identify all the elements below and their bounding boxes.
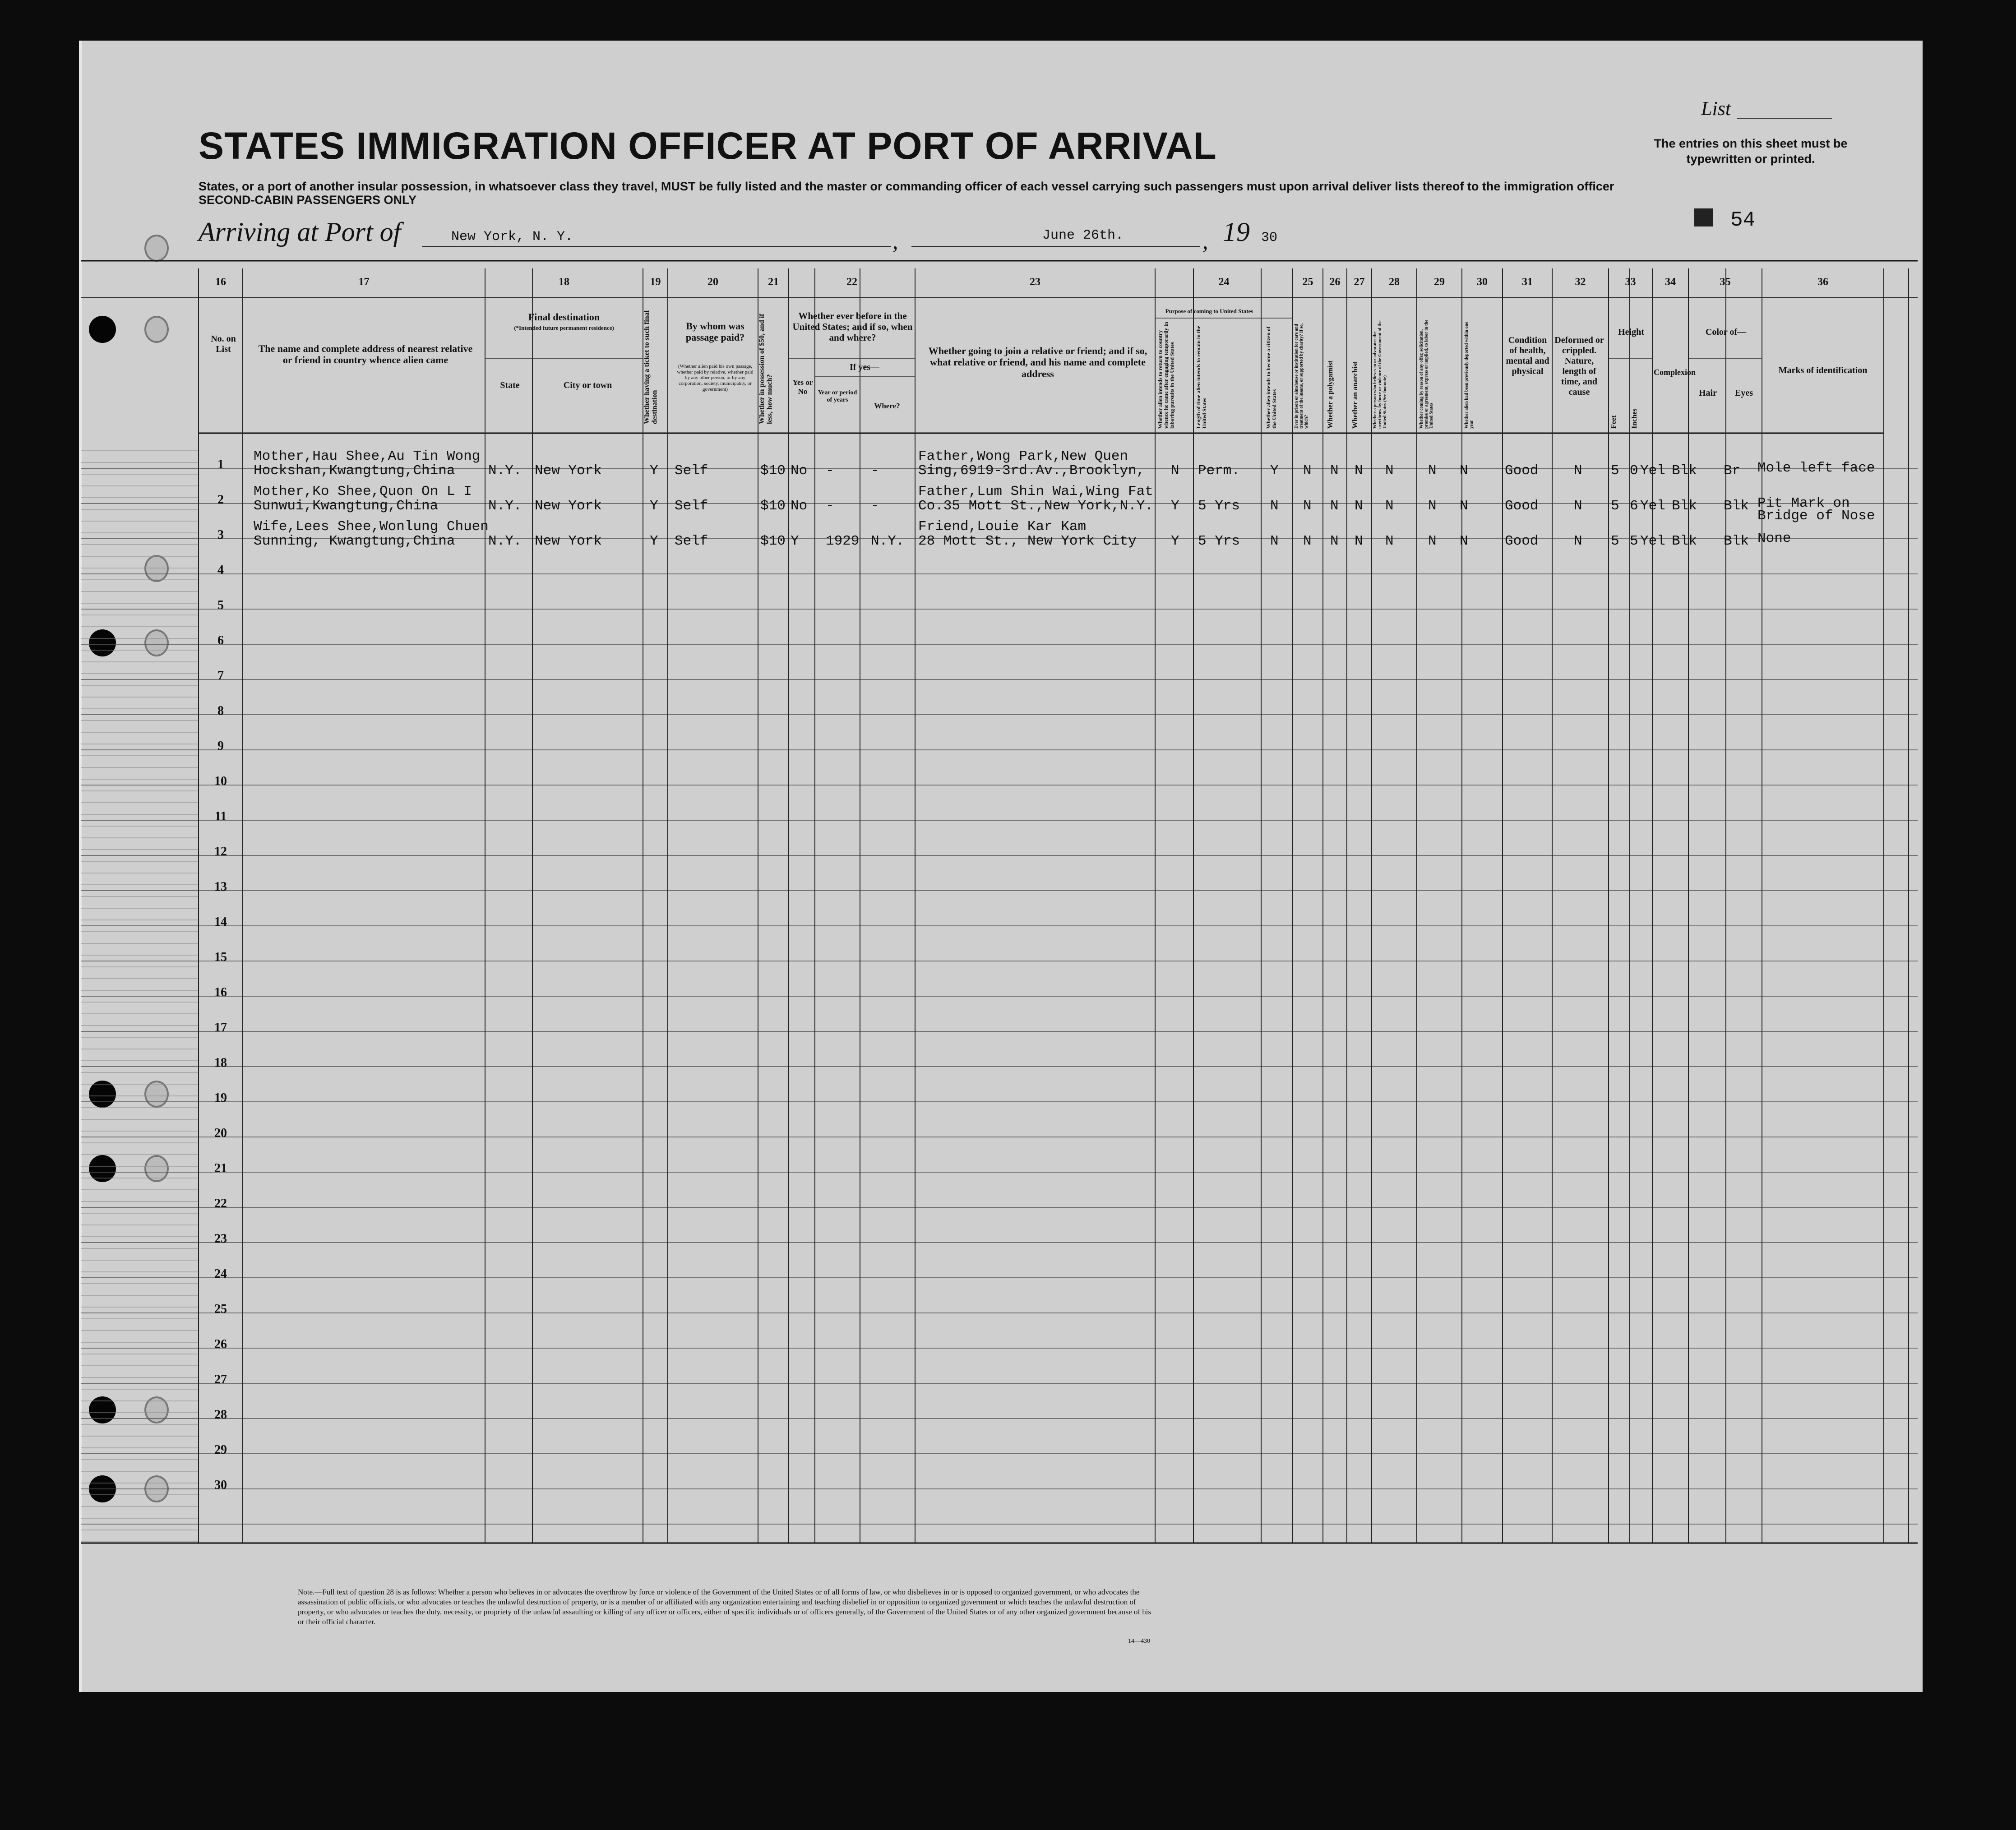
row-number: 30 — [214, 1478, 227, 1492]
row-number: 3 — [217, 528, 224, 542]
header-eyes: Eyes — [1735, 388, 1753, 398]
cell-complexion: Yel — [1640, 498, 1665, 514]
cell-marks-1: None — [1757, 531, 1791, 546]
cell-health: Good — [1505, 463, 1539, 479]
row-number: 11 — [214, 809, 227, 823]
cell-eyes: Blk — [1724, 533, 1749, 549]
row-number: 15 — [214, 950, 227, 964]
cell-join-1: Father,Lum Shin Wai,Wing Fat — [918, 484, 1153, 499]
cell-q29: N — [1428, 498, 1437, 514]
header-q28: Whether a person who believes in or advocates the overthrow by force or violence of the Government of the United States (See footnote) — [1373, 320, 1387, 429]
cell-join-2: Co.35 Mott St.,New York,N.Y. — [918, 498, 1153, 514]
cell-paid: Self — [675, 463, 708, 479]
cell-ticket: Y — [650, 533, 658, 549]
cell-join-1: Father,Wong Park,New Quen — [918, 448, 1128, 464]
cell-q28: N — [1385, 463, 1394, 479]
comma: , — [892, 228, 898, 254]
row-number: 25 — [214, 1302, 227, 1316]
stamp-mark — [1694, 208, 1713, 226]
comma: , — [1202, 228, 1208, 254]
column-number: 26 — [1329, 276, 1341, 288]
list-number-line — [1737, 118, 1832, 119]
header-no-on-list: No. on List — [211, 334, 236, 354]
cell-marks-2: Bridge of Nose — [1757, 508, 1875, 524]
header-joining: Whether going to join a relative or friend; and if so, what relative or friend, and his name and complete address — [928, 345, 1147, 379]
column-number: 23 — [1030, 276, 1040, 288]
column-number: 30 — [1477, 276, 1488, 288]
header-prison: Ever in prison or almshouse or institution for care and treatment of the insane, or supported by charity? If so, which? — [1294, 323, 1309, 429]
cell-q28: N — [1385, 498, 1394, 514]
cell-relative-1: Mother,Ko Shee,Quon On L I — [254, 484, 472, 499]
cell-ticket: Y — [650, 498, 658, 514]
cell-eyes: Blk — [1724, 498, 1749, 514]
cell-where: - — [871, 498, 879, 514]
cell-purpose-c: N — [1270, 533, 1279, 549]
cell-q26: N — [1330, 463, 1339, 479]
cell-state: N.Y. — [488, 498, 522, 514]
cell-health: Good — [1505, 533, 1539, 549]
cell-city: New York — [535, 498, 602, 514]
row-number: 19 — [214, 1091, 227, 1105]
cell-feet: 5 — [1611, 533, 1619, 549]
row-number: 14 — [214, 915, 227, 929]
cell-hair: Blk — [1672, 498, 1697, 514]
cell-q27: N — [1355, 498, 1363, 514]
cell-money: $10 — [760, 463, 786, 479]
cell-relative-1: Wife,Lees Shee,Wonlung Chuen — [254, 519, 489, 535]
cell-q27: N — [1355, 463, 1363, 479]
cell-purpose-a: N — [1171, 463, 1179, 479]
cabin-class: SECOND-CABIN PASSENGERS ONLY — [199, 193, 417, 207]
row-number: 26 — [214, 1337, 227, 1351]
header-marks: Marks of identification — [1778, 365, 1868, 375]
column-number: 35 — [1720, 276, 1731, 288]
cell-eyes: Br — [1724, 463, 1741, 479]
column-number: 22 — [846, 276, 857, 288]
cell-q25: N — [1303, 463, 1312, 479]
cell-paid: Self — [675, 533, 708, 549]
cell-q26: N — [1330, 533, 1339, 549]
cell-year: 1929 — [826, 533, 860, 549]
row-number: 27 — [214, 1372, 227, 1386]
column-number: 20 — [707, 276, 718, 288]
row-number: 16 — [214, 985, 227, 999]
cell-money: $10 — [760, 533, 786, 549]
header-deformed: Deformed or crippled. Nature, length of time, and cause — [1554, 335, 1604, 397]
header-inches: Inches — [1631, 408, 1638, 429]
cell-before: No — [791, 463, 808, 479]
cell-hair: Blk — [1672, 533, 1697, 549]
cell-state: N.Y. — [488, 463, 522, 479]
header-final-destination-note: (*Intended future permanent residence) — [514, 324, 614, 331]
cell-marks-1: Mole left face — [1757, 460, 1875, 476]
header-hair: Hair — [1699, 388, 1717, 398]
date-line — [911, 246, 1200, 247]
column-number: 24 — [1218, 276, 1230, 288]
column-number: 33 — [1625, 276, 1636, 288]
row-number: 9 — [217, 739, 224, 753]
column-number: 27 — [1354, 276, 1365, 288]
column-number: 32 — [1575, 276, 1586, 288]
year-prefix: 19 — [1223, 217, 1250, 247]
cell-deformed: N — [1574, 533, 1582, 549]
header-q29: Whether coming by reason of any offer, solicitation, promise or agreement, express or implied, to labor in the United States — [1419, 319, 1434, 429]
header-purpose-b: Length of time alien intends to remain in the United States — [1195, 326, 1208, 429]
row-number: 2 — [217, 493, 224, 507]
row-number: 6 — [217, 633, 224, 647]
footnote: Note.—Full text of question 28 is as follows: Whether a person who believes in or advocates the overthrow by force or violence of the Government of the United States or of all forms of law, or who disbelieves in or is opposed to organized government, or who advocates the assassination of public officials, or who advocates or teaches the unlawful destruction of property, or is a member of or affiliated with any organization entertaining and teaching disbelief in or opposition to organized government or which teaches the unlawful destruction of property, or who advocates or teaches the duty, necessity, or propriety of the unlawful assaulting or killing of any officer or officers, either of specific individuals or of officers generally, of the Government of the United States or of any other organized government because of his or their official character. — [298, 1588, 1151, 1626]
cell-join-1: Friend,Louie Kar Kam — [918, 519, 1087, 535]
cell-ticket: Y — [650, 463, 658, 479]
form-number: 14—430 — [1128, 1638, 1150, 1645]
list-number: 54 — [1730, 208, 1756, 232]
header-polygamist: Whether a polygamist — [1327, 360, 1334, 429]
cell-purpose-c: N — [1270, 498, 1279, 514]
header-state: State — [500, 380, 520, 390]
header-health: Condition of health, mental and physical — [1506, 335, 1549, 376]
header-feet: Feet — [1610, 415, 1618, 429]
header-purpose-c: Whether alien intends to become a citizen of the United States — [1265, 326, 1278, 429]
column-number: 19 — [650, 276, 661, 288]
cell-purpose-a: Y — [1171, 533, 1179, 549]
column-number: 17 — [358, 276, 370, 288]
cell-purpose-b: Perm. — [1198, 463, 1240, 479]
cell-join-2: 28 Mott St., New York City — [918, 533, 1137, 549]
instructions: The entries on this sheet must be typewritten or printed. — [1654, 137, 1848, 166]
header-passage-paid: By whom was passage paid? — [685, 320, 745, 343]
cell-complexion: Yel — [1640, 533, 1665, 549]
header-color-of: Color of— — [1705, 327, 1747, 337]
arriving-label: Arriving at Port of — [199, 217, 401, 247]
page-subtitle: States, or a port of another insular possession, in whatsoever class they travel, MUST be fully listed and the master or commanding officer of each vessel carrying such passengers must upon arrival deliver lists thereof to the immigration officer — [199, 180, 1614, 193]
row-number: 21 — [214, 1161, 227, 1175]
header-anarchist: Whether an anarchist — [1351, 361, 1359, 429]
column-number: 29 — [1434, 276, 1445, 288]
cell-paid: Self — [675, 498, 708, 514]
date-value: June 26th. — [1042, 228, 1124, 243]
column-number: 16 — [215, 276, 226, 288]
cell-inches: 6 — [1630, 498, 1638, 514]
row-number: 22 — [214, 1197, 227, 1211]
header-ticket: Whether having a ticket to such final destination — [643, 310, 659, 424]
header-city: City or town — [563, 380, 612, 390]
header-ever-before: Whether ever before in the United States; and if so, when and where? — [792, 310, 913, 343]
cell-marks-1: Pit Mark on — [1757, 495, 1850, 511]
row-number: 29 — [214, 1443, 227, 1457]
cell-q30: N — [1460, 498, 1468, 514]
cell-q27: N — [1355, 533, 1363, 549]
cell-deformed: N — [1574, 498, 1582, 514]
header-yes-no: Yes or No — [792, 378, 813, 396]
row-number: 24 — [214, 1267, 227, 1281]
cell-join-2: Sing,6919-3rd.Av.,Brooklyn, — [918, 463, 1145, 479]
cell-hair: Blk — [1672, 463, 1697, 479]
column-number: 36 — [1817, 276, 1828, 288]
cell-q25: N — [1303, 533, 1312, 549]
row-number: 18 — [214, 1056, 227, 1070]
header-q30: Whether alien had been previously deported within one year — [1464, 322, 1474, 429]
cell-inches: 5 — [1630, 533, 1638, 549]
page-title: STATES IMMIGRATION OFFICER AT PORT OF ARRIVAL — [199, 125, 1217, 167]
row-number: 7 — [217, 669, 224, 683]
header-passage-paid-note: (Whether alien paid his own passage, whether paid by relative, whether paid by any other person, or by any corporation, society, municipality, or government) — [677, 364, 754, 392]
row-number: 23 — [214, 1232, 227, 1246]
row-number: 17 — [214, 1021, 227, 1035]
header-year-period: Year or period of years — [818, 389, 857, 404]
header-purpose-a: Whether alien intends to return to country whence he came after engaging temporarily in laboring pursuits in the United States — [1157, 322, 1175, 429]
cell-purpose-b: 5 Yrs — [1198, 498, 1240, 514]
port-value: New York, N. Y. — [451, 229, 573, 245]
cell-q25: N — [1303, 498, 1312, 514]
row-number: 20 — [214, 1126, 227, 1140]
header-nearest-relative: The name and complete address of nearest relative or friend in country whence alien came — [258, 343, 473, 366]
column-number: 18 — [559, 276, 569, 288]
header-possession: Whether in possession of $50, and if less, how much? — [758, 314, 774, 424]
cell-where: - — [871, 463, 879, 479]
cell-money: $10 — [760, 498, 786, 514]
row-number: 1 — [217, 458, 224, 471]
cell-city: New York — [535, 533, 602, 549]
cell-year: - — [826, 498, 834, 514]
row-number: 4 — [217, 563, 224, 577]
cell-inches: 0 — [1630, 463, 1638, 479]
row-number: 12 — [214, 845, 227, 859]
year-suffix: 30 — [1261, 230, 1278, 245]
cell-city: New York — [535, 463, 602, 479]
header-final-destination: Final destination — [528, 311, 600, 323]
cell-q26: N — [1330, 498, 1339, 514]
cell-relative-2: Sunning, Kwangtung,China — [254, 533, 455, 549]
cell-state: N.Y. — [488, 533, 522, 549]
header-purpose: Purpose of coming to United States — [1165, 308, 1253, 314]
cell-q29: N — [1428, 533, 1437, 549]
cell-purpose-b: 5 Yrs — [1198, 533, 1240, 549]
cell-q28: N — [1385, 533, 1394, 549]
cell-feet: 5 — [1611, 498, 1619, 514]
header-height: Height — [1618, 327, 1644, 337]
row-number: 8 — [217, 704, 224, 718]
column-number: 34 — [1665, 276, 1676, 288]
column-number: 21 — [768, 276, 779, 288]
column-number: 25 — [1302, 276, 1313, 288]
cell-q29: N — [1428, 463, 1437, 479]
row-number: 13 — [214, 880, 227, 894]
header-complexion: Complexion — [1654, 368, 1696, 377]
cell-q30: N — [1460, 533, 1468, 549]
row-number: 28 — [214, 1408, 227, 1422]
cell-before: No — [791, 498, 808, 514]
column-number: 28 — [1389, 276, 1400, 288]
column-number: 31 — [1522, 276, 1533, 288]
cell-year: - — [826, 463, 834, 479]
cell-deformed: N — [1574, 463, 1582, 479]
cell-where: N.Y. — [871, 533, 905, 549]
row-number: 10 — [214, 774, 227, 788]
port-line — [422, 246, 891, 247]
cell-purpose-c: Y — [1270, 463, 1279, 479]
cell-relative-2: Hockshan,Kwangtung,China — [254, 463, 455, 479]
cell-relative-2: Sunwui,Kwangtung,China — [254, 498, 439, 514]
cell-purpose-a: Y — [1171, 498, 1179, 514]
list-label: List — [1701, 97, 1731, 120]
cell-q30: N — [1460, 463, 1468, 479]
cell-before: Y — [791, 533, 799, 549]
row-number: 5 — [217, 598, 224, 612]
cell-health: Good — [1505, 498, 1539, 514]
header-if-yes: If yes— — [849, 362, 880, 372]
cell-complexion: Yel — [1640, 463, 1665, 479]
cell-feet: 5 — [1611, 463, 1619, 479]
cell-relative-1: Mother,Hau Shee,Au Tin Wong — [254, 448, 481, 464]
header-where: Where? — [874, 402, 900, 410]
